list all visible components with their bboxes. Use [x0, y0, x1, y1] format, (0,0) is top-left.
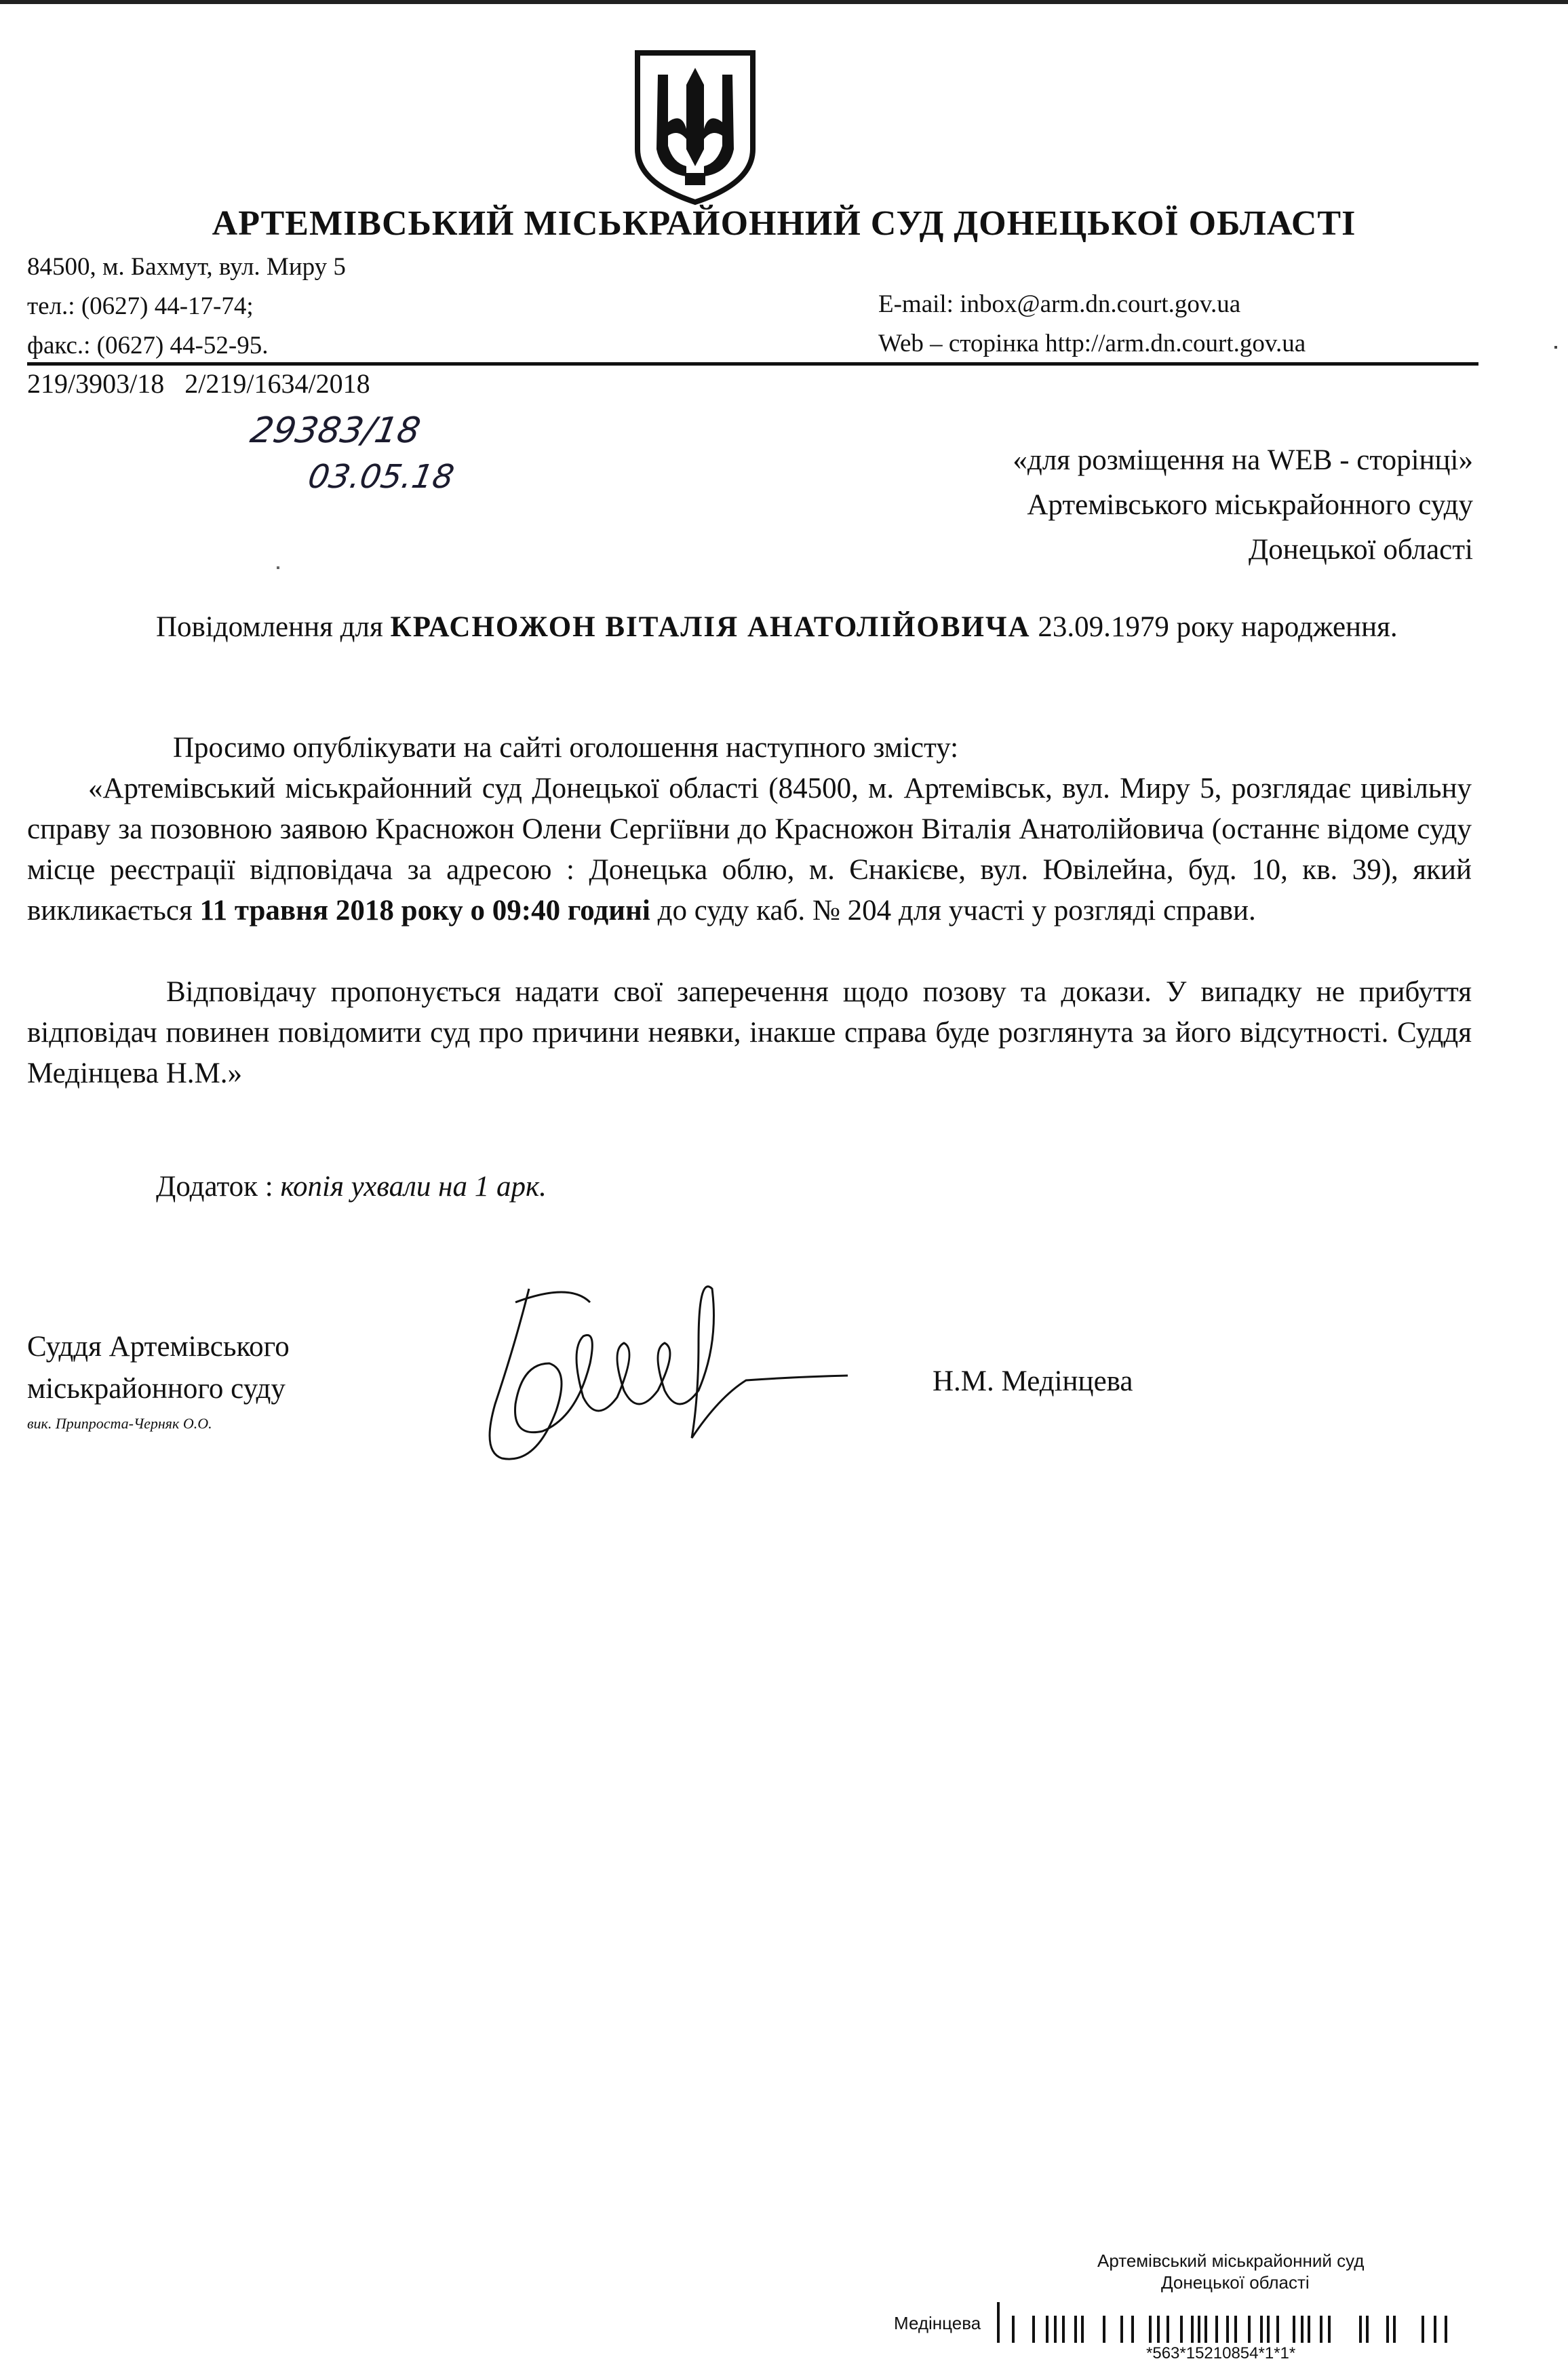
- judge-name: Н.М. Медінцева: [933, 1365, 1133, 1397]
- request-line: Просимо опублікувати на сайті оголошення наступного змісту:: [173, 732, 959, 764]
- stamp-court-name: Артемівський міськрайонний суд: [1097, 2251, 1365, 2271]
- recipient-block: [1013, 438, 1473, 572]
- header-divider: [27, 362, 1478, 366]
- notice-paragraph: [27, 607, 1472, 648]
- stamp-region: Донецької області: [1161, 2272, 1310, 2293]
- judge-signature: [475, 1262, 855, 1479]
- court-title: АРТЕМІВСЬКИЙ МІСЬКРАЙОННИЙ СУД ДОНЕЦЬКОЇ ОБЛАСТІ: [212, 204, 1356, 243]
- judge-position: [27, 1326, 290, 1410]
- person-name: КРАСНОЖОН ВІТАЛІЯ АНАТОЛІЙОВИЧА: [390, 611, 1031, 643]
- stamp-judge-label: Медінцева: [894, 2313, 981, 2333]
- attachment-label: Додаток :: [156, 1171, 273, 1203]
- defendant-paragraph: Відповідачу пропонується надати свої заперечення щодо позову та докази. У випадку не прибуття відповідач повинен повідомити суд про причини неявки, інакше справа буде розглянута за його відсутності. Суддя Медінцева Н.М.»: [27, 976, 1472, 1089]
- main-text-end: до суду каб. № 204 для участі у розгляді справи.: [657, 895, 1256, 927]
- handwritten-date: 03.05.18: [305, 458, 457, 496]
- court-fax: факс.: (0627) 44-52-95.: [27, 332, 269, 359]
- barcode-code: *563*15210854*1*1*: [1146, 2344, 1296, 2362]
- coat-of-arms-icon: [631, 47, 760, 207]
- birth-date: 23.09.1979 року народження.: [1038, 611, 1398, 643]
- registration-numbers: 219/3903/18 2/219/1634/2018: [27, 368, 370, 399]
- executor-note: вик. Припроста-Черняк О.О.: [27, 1415, 212, 1432]
- hearing-datetime: 11 травня 2018 року о 09:40 годині: [199, 895, 650, 927]
- court-website: Web – сторінка http://arm.dn.court.gov.ua: [878, 330, 1306, 357]
- scan-mark: [1554, 346, 1557, 349]
- judge-position-line: Суддя Артемівського: [27, 1331, 290, 1363]
- judge-position-line: міськрайонного суду: [27, 1373, 286, 1405]
- attachment-value: копія ухвали на 1 арк.: [280, 1171, 547, 1203]
- recipient-line: Артемівського міськрайонного суду: [1027, 489, 1473, 521]
- court-address: 84500, м. Бахмут, вул. Миру 5: [27, 253, 346, 281]
- scan-dot: [277, 566, 279, 569]
- main-text: «Артемівський міськрайонний суд Донецької області (84500, м. Артемівськ, вул. Миру 5, розглядає цивільну справу за позовною заявою Красножон Олени Сергіївни до Красножон Віталія Анатолійовича (останнє відоме суду місце реєстрації відповідача за адресою : Донецька облю, м. Єнакієве, вул. Ювілейна, буд. 10, кв. 39), який викликається: [27, 773, 1472, 927]
- handwritten-number: 29383/18: [247, 410, 424, 451]
- notice-intro: Повідомлення для: [156, 611, 383, 643]
- recipient-line: «для розміщення на WEB - сторінці»: [1013, 444, 1473, 476]
- main-paragraph: [27, 768, 1472, 931]
- court-phone: тел.: (0627) 44-17-74;: [27, 292, 254, 320]
- top-border: [0, 0, 1568, 4]
- attachment-line: [156, 1170, 547, 1203]
- recipient-line: Донецької області: [1248, 534, 1473, 566]
- document-barcode: [997, 2302, 1485, 2346]
- court-email: E-mail: inbox@arm.dn.court.gov.ua: [878, 290, 1241, 318]
